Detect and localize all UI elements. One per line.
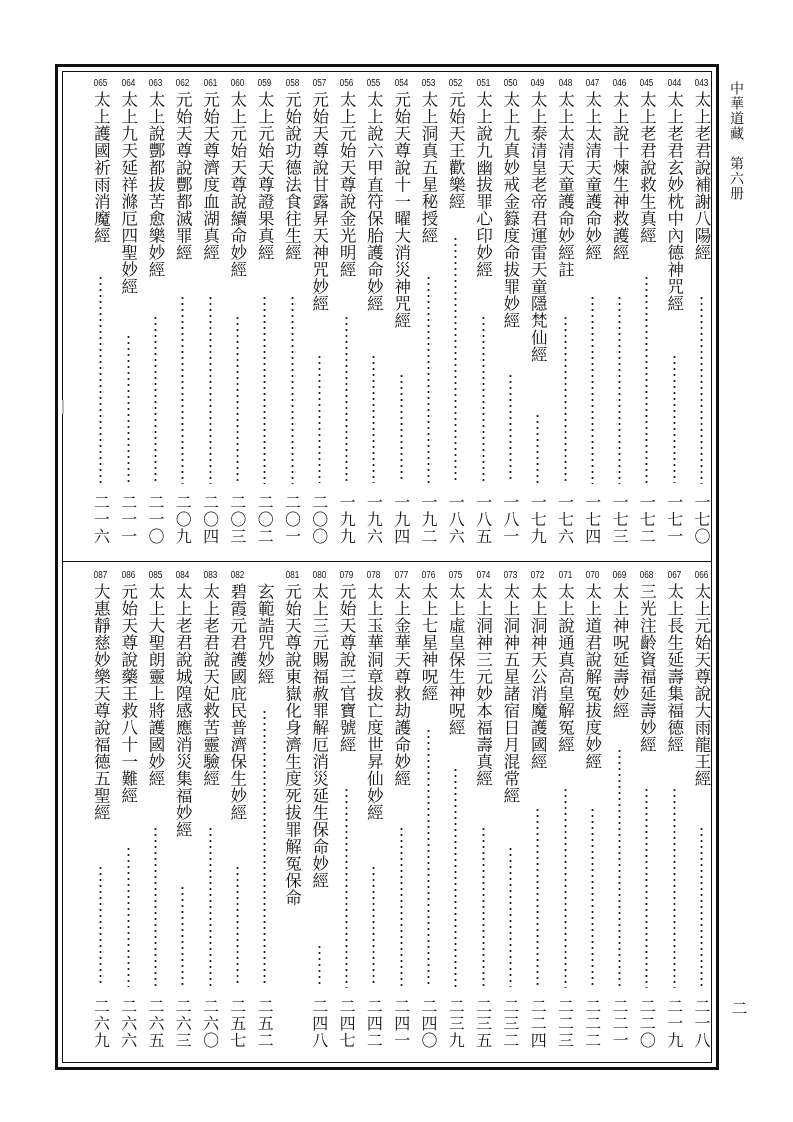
scan-mark [62, 400, 64, 414]
entry-title: 太上洞神三元妙本福壽真經 [473, 583, 493, 787]
entry-number: 055 [367, 78, 381, 89]
entry-number: 078 [367, 570, 381, 581]
entry-number: 060 [230, 78, 245, 89]
entry-page-number: 一七六 [555, 493, 575, 545]
toc-entry [173, 78, 192, 552]
toc-entry [446, 570, 465, 1056]
volume-label: 第六册 [728, 156, 744, 201]
toc-entry [501, 78, 520, 552]
toc-entry-continuation [255, 570, 274, 1056]
entry-page-number: 二四七 [337, 997, 357, 1049]
entry-title: 太上玉華洞章拔亡度世昇仙妙經 [364, 583, 384, 821]
entry-title: 元始天尊說十一曜大消災神咒經 [391, 91, 411, 329]
toc-entry [146, 570, 165, 1056]
entry-number: 085 [148, 570, 163, 581]
leader-dots [482, 315, 485, 484]
leader-dots [645, 787, 648, 988]
entry-title: 元始天尊說酆都滅罪經 [173, 91, 193, 261]
leader-dots [372, 354, 375, 484]
toc-entry [91, 78, 110, 552]
entry-page-number: 二三九 [446, 997, 466, 1049]
entry-number: 054 [394, 78, 409, 89]
leader-dots [127, 846, 130, 988]
toc-entry [146, 78, 165, 552]
entry-number: 064 [121, 78, 136, 89]
entry-page-number: 二〇九 [173, 493, 193, 545]
entry-number: 081 [285, 570, 299, 581]
toc-entry [255, 78, 274, 552]
entry-page-number: 二〇二 [255, 493, 275, 545]
toc-entry [283, 78, 302, 552]
leader-dots [509, 846, 512, 988]
toc-entry [583, 78, 602, 552]
entry-page-number: 一七三 [610, 493, 630, 545]
leader-dots [263, 295, 266, 484]
leader-dots [454, 236, 457, 483]
entry-title: 元始說功德法食往生經 [282, 91, 302, 261]
toc-entry [228, 570, 247, 1056]
entry-title: 太上洞神天公消魔護國經 [528, 583, 548, 770]
toc-entry [364, 78, 383, 552]
toc-entry [419, 78, 438, 552]
entry-number: 045 [640, 78, 654, 89]
entry-number: 071 [558, 570, 572, 581]
entry-title: 太上護國祈雨消魔經 [91, 91, 111, 244]
entry-number: 062 [175, 78, 190, 89]
entry-title: 太上元始天尊說續命妙經 [227, 91, 247, 278]
entry-number: 074 [476, 570, 490, 581]
leader-dots [673, 354, 676, 484]
entry-title: 太上長生延壽集福德經 [664, 583, 684, 753]
entry-title: 太上元始天尊證果真經 [255, 91, 275, 261]
leader-dots [591, 807, 594, 988]
toc-entry [201, 78, 220, 552]
entry-page-number: 一七一 [664, 493, 684, 545]
toc-entry [310, 570, 329, 1056]
entry-page-number: 一七四 [582, 493, 602, 545]
toc-entry [228, 78, 247, 552]
entry-title: 太上老君說天妃救苦靈驗經 [200, 583, 220, 787]
toc-entry [556, 78, 575, 552]
leader-dots [318, 944, 321, 988]
entry-title: 太上太清天童護命妙經註 [555, 91, 575, 278]
toc-entry [392, 78, 411, 552]
leader-dots [536, 413, 539, 484]
entry-number: 048 [558, 78, 572, 89]
toc-entry [337, 570, 356, 1056]
toc-entry [665, 78, 684, 552]
toc-entry [528, 570, 547, 1056]
entry-page-number: 二二四 [528, 997, 548, 1049]
entry-page-number: 二六〇 [200, 997, 220, 1049]
toc-entry [337, 78, 356, 552]
leader-dots [318, 354, 321, 484]
leader-dots [509, 373, 512, 483]
entry-number: 049 [530, 78, 545, 89]
entry-page-number: 二六六 [118, 997, 138, 1049]
toc-entry [364, 570, 383, 1056]
entry-number: 051 [476, 78, 490, 89]
leader-dots [400, 373, 403, 483]
entry-page-number: 二〇〇 [309, 493, 329, 545]
leader-dots [700, 295, 703, 484]
entry-page-number: 二五七 [227, 997, 247, 1049]
entry-page-number: 一七二 [637, 493, 657, 545]
entry-title: 太上九真妙戒金籙度命拔罪妙經 [500, 91, 520, 329]
entry-page-number: 二六九 [91, 997, 111, 1049]
entry-title: 太上九天延祥滌厄四聖妙經 [118, 91, 138, 295]
entry-title: 太上七星神呪經 [419, 583, 438, 702]
toc-entry [446, 78, 465, 552]
entry-title: 元始天尊說東嶽化身濟生度死拔罪解冤保命 [282, 583, 302, 906]
entry-page-number: 一八一 [500, 493, 520, 545]
entry-number: 052 [448, 78, 463, 89]
entry-page-number: 二六五 [146, 997, 165, 1049]
entry-number: 076 [421, 570, 436, 581]
entry-number: 067 [667, 570, 682, 581]
entry-page-number: 一七九 [528, 493, 548, 545]
entry-title: 太上說十煉生神救護經 [610, 91, 630, 261]
entry-page-number: 一九二 [419, 493, 438, 545]
entry-page-number: 二四一 [391, 997, 411, 1049]
leader-dots [400, 826, 403, 987]
entry-page-number: 二一一 [118, 493, 138, 545]
entry-number: 044 [667, 78, 682, 89]
entry-page-number: 二三五 [473, 997, 493, 1049]
entry-title: 太上說六甲直符保胎護命妙經 [364, 91, 384, 312]
entry-number: 080 [312, 570, 327, 581]
entry-title: 太上神呪延壽妙經 [610, 583, 630, 719]
toc-entry [692, 570, 711, 1056]
entry-number: 063 [148, 78, 163, 89]
entry-number: 073 [503, 570, 518, 581]
entry-title: 太上大聖朗靈上將護國妙經 [146, 583, 165, 787]
leader-dots [263, 709, 266, 988]
entry-page-number: 一八五 [473, 493, 493, 545]
toc-entry [119, 570, 138, 1056]
entry-title: 三光注齡資福延壽妙經 [637, 583, 657, 753]
entry-page-number: 二一九 [664, 997, 684, 1049]
entry-title: 大惠靜慈妙樂天尊說福德五聖經 [91, 583, 111, 821]
entry-title: 元始天王歡樂經 [446, 91, 466, 210]
entry-number: 047 [585, 78, 600, 89]
entry-number: 056 [339, 78, 354, 89]
entry-page-number: 一九九 [337, 493, 357, 545]
toc-entry [173, 570, 192, 1056]
leader-dots [454, 767, 457, 987]
entry-title: 太上虛皇保生神呪經 [446, 583, 466, 736]
leader-dots [427, 275, 430, 483]
leader-dots [564, 315, 567, 484]
entry-number: 084 [175, 570, 190, 581]
entry-number: 059 [257, 78, 272, 89]
entry-title: 太上太清天童護命妙經 [582, 91, 602, 261]
leader-dots [154, 826, 157, 987]
leader-dots [99, 865, 102, 987]
leader-dots [564, 787, 567, 988]
entry-page-number: 二二三 [555, 997, 575, 1049]
entry-number: 077 [394, 570, 409, 581]
leader-dots [482, 826, 485, 987]
leader-dots [673, 787, 676, 988]
entry-title: 太上老君玄妙枕中內德神咒經 [664, 91, 684, 312]
entry-title: 太上元始天尊說金光明經 [337, 91, 357, 278]
toc-entry [91, 570, 110, 1056]
leader-dots [591, 295, 594, 484]
entry-title: 元始天尊濟度血湖真經 [200, 91, 220, 261]
leader-dots [181, 295, 184, 484]
entry-title: 太上說酆都拔苦愈樂妙經 [146, 91, 165, 278]
entry-number: 061 [203, 78, 217, 89]
entry-number: 082 [230, 570, 245, 581]
entry-page-number: 二一八 [692, 997, 711, 1049]
toc-entry [419, 570, 438, 1056]
toc-entry [610, 78, 629, 552]
page-number: 二 [729, 1000, 748, 1016]
entry-number: 068 [640, 570, 654, 581]
entry-number: 065 [94, 78, 108, 89]
entry-page-number: 二二〇 [637, 997, 657, 1049]
entry-title: 太上老君說救生真經 [637, 91, 657, 244]
entry-title: 太上三元賜福赦罪解厄消災延生保命妙經 [309, 583, 329, 889]
leader-dots [154, 315, 157, 484]
entry-page-number: 二〇四 [200, 493, 220, 545]
entry-page-number: 二〇一 [282, 493, 302, 545]
entry-title: 太上元始天尊說大雨龍王經 [692, 583, 711, 787]
entry-number: 079 [339, 570, 354, 581]
entry-title: 太上道君說解冤拔度妙經 [582, 583, 602, 770]
entry-page-number: 二四二 [364, 997, 384, 1049]
entry-page-number: 二一〇 [146, 493, 165, 545]
entry-page-number: 一七〇 [692, 493, 711, 545]
leader-dots [209, 826, 212, 987]
entry-title: 太上老君說城隍感應消災集福妙經 [173, 583, 193, 838]
entry-number: 046 [612, 78, 627, 89]
entry-page-number: 二〇三 [227, 493, 247, 545]
leader-dots [209, 295, 212, 484]
toc-entry [119, 78, 138, 552]
entry-page-number: 二二二 [582, 997, 602, 1049]
entry-page-number: 二五二 [255, 997, 275, 1049]
entry-title: 太上說九幽拔罪心印妙經 [473, 91, 493, 278]
entry-title-continuation: 玄範誥咒妙經 [255, 583, 275, 685]
leader-dots [127, 334, 130, 483]
toc-entry [610, 570, 629, 1056]
toc-entry [583, 570, 602, 1056]
entry-number: 053 [421, 78, 436, 89]
leader-dots [345, 315, 348, 484]
toc-entry [283, 570, 302, 1056]
toc-entry [637, 570, 656, 1056]
entry-title: 太上金華天尊救劫護命妙經 [391, 583, 411, 787]
leader-dots [700, 826, 703, 987]
leader-dots [345, 787, 348, 988]
leader-dots [372, 865, 375, 987]
toc-entry [637, 78, 656, 552]
entry-number: 057 [312, 78, 327, 89]
toc-entry [474, 78, 493, 552]
leader-dots [236, 865, 239, 987]
entry-title: 元始天尊說藥王救八十一難經 [118, 583, 138, 804]
entry-title: 元始天尊說甘露昇天神咒妙經 [309, 91, 329, 312]
leader-dots [536, 807, 539, 988]
entry-title: 碧霞元君護國庇民普濟保生妙經 [227, 583, 247, 821]
entry-title: 太上泰清皇老帝君運雷天童隱梵仙經 [528, 91, 548, 363]
leader-dots [645, 275, 648, 483]
entry-title: 元始天尊說三官寶號經 [337, 583, 357, 753]
toc-entry [474, 570, 493, 1056]
entry-page-number: 二四〇 [419, 997, 438, 1049]
entry-title: 太上老君說補謝八陽經 [692, 91, 711, 261]
leader-dots [427, 728, 430, 987]
entry-page-number: 二二一 [610, 997, 630, 1049]
entry-title: 太上洞神五星諸宿日月混常經 [500, 583, 520, 804]
leader-dots [99, 275, 102, 483]
leader-dots [291, 295, 294, 484]
entry-number: 075 [448, 570, 463, 581]
entry-page-number: 二四八 [309, 997, 329, 1049]
entry-number: 072 [530, 570, 545, 581]
toc-entry [665, 570, 684, 1056]
entry-title: 太上說通真高皇解冤經 [555, 583, 575, 753]
entry-number: 066 [694, 570, 709, 581]
book-title: 中華道藏 [728, 81, 744, 141]
entry-number: 086 [121, 570, 136, 581]
leader-dots [181, 885, 184, 988]
entry-title: 太上洞真五星秘授經 [419, 91, 438, 244]
entry-page-number: 二六三 [173, 997, 193, 1049]
leader-dots [236, 315, 239, 484]
entry-page-number: 二一六 [91, 493, 111, 545]
entry-number: 087 [94, 570, 108, 581]
entry-page-number: 一八六 [446, 493, 466, 545]
section-divider [63, 561, 711, 562]
toc-entry [501, 570, 520, 1056]
leader-dots [618, 748, 621, 988]
entry-number: 069 [612, 570, 627, 581]
running-header [726, 81, 746, 201]
toc-entry [392, 570, 411, 1056]
entry-number: 083 [203, 570, 217, 581]
entry-number: 043 [694, 78, 709, 89]
toc-entry [692, 78, 711, 552]
entry-page-number: 一九六 [364, 493, 384, 545]
entry-number: 050 [503, 78, 518, 89]
toc-entry [528, 78, 547, 552]
entry-number: 070 [585, 570, 600, 581]
entry-number: 058 [285, 78, 299, 89]
toc-entry [310, 78, 329, 552]
toc-entry [201, 570, 220, 1056]
toc-entry [556, 570, 575, 1056]
entry-page-number: 一九四 [391, 493, 411, 545]
leader-dots [618, 295, 621, 484]
entry-page-number: 二三二 [500, 997, 520, 1049]
